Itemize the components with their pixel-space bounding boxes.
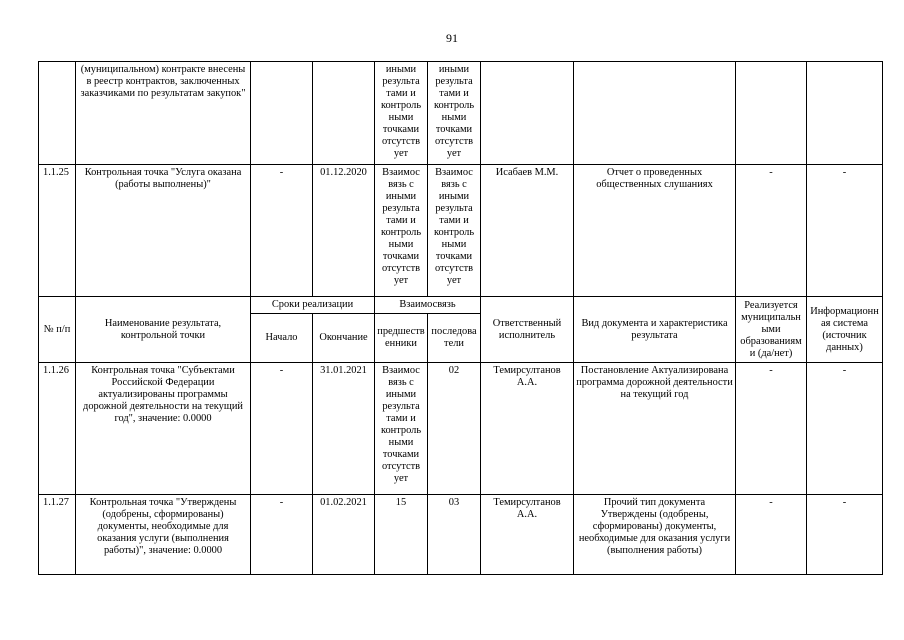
result-name: Контрольная точка "Субъектами Российской Федерации актуализированы программы дорожной деятельности на текущий год", значение: 0.0000 xyxy=(76,363,251,495)
header-pred: предшественники xyxy=(375,314,428,363)
municipal-flag: - xyxy=(736,363,807,495)
result-name: Контрольная точка "Утверждены (одобрены, сформированы) документы, необходимые для оказания услуги (выполнения работы)", значение: 0.0000 xyxy=(76,495,251,575)
header-name: Наименование результата, контрольной точки xyxy=(76,297,251,363)
predecessors: Взаимос вязь с иными результа тами и контроль ными точками отсутств ует xyxy=(375,165,428,297)
municipal-flag: - xyxy=(736,165,807,297)
header-terms: Сроки реализации xyxy=(251,297,375,314)
table-row xyxy=(39,62,883,165)
row-number: 1.1.25 xyxy=(39,165,76,297)
responsible: Темирсултанов А.А. xyxy=(481,495,574,575)
start-date: - xyxy=(251,165,313,297)
header-info: Информационная система (источник данных) xyxy=(807,297,883,363)
header-doc: Вид документа и характеристика результата xyxy=(574,297,736,363)
result-name: Контрольная точка "Услуга оказана (работы выполнены)" xyxy=(76,165,251,297)
successors: 02 xyxy=(428,363,481,495)
end-date: 31.01.2021 xyxy=(313,363,375,495)
info-system: - xyxy=(807,495,883,575)
header-link: Взаимосвязь xyxy=(375,297,481,314)
successors: иными результа тами и контроль ными точками отсутств ует xyxy=(428,62,481,165)
row-number xyxy=(39,62,76,165)
document-type: Прочий тип документа Утверждены (одобрены, сформированы) документы, необходимые для оказания услуги (выполнения работы) xyxy=(574,495,736,575)
predecessors: 15 xyxy=(375,495,428,575)
municipal-flag xyxy=(736,62,807,165)
table-row xyxy=(39,165,883,297)
responsible: Исабаев М.М. xyxy=(481,165,574,297)
page-number: 91 xyxy=(446,31,458,45)
start-date: - xyxy=(251,495,313,575)
document-type: Постановление Актуализирована программа дорожной деятельности на текущий год xyxy=(574,363,736,495)
table-row xyxy=(39,363,883,495)
successors: 03 xyxy=(428,495,481,575)
responsible xyxy=(481,62,574,165)
result-name: (муниципальном) контракте внесены в реестр контрактов, заключенных заказчиками по результатам закупок" xyxy=(76,62,251,165)
header-end: Окончание xyxy=(313,314,375,363)
end-date: 01.12.2020 xyxy=(313,165,375,297)
header-responsible: Ответственный исполнитель xyxy=(481,297,574,363)
info-system: - xyxy=(807,165,883,297)
predecessors: иными результа тами и контроль ными точками отсутств ует xyxy=(375,62,428,165)
header-num: № п/п xyxy=(39,297,76,363)
start-date: - xyxy=(251,363,313,495)
successors: Взаимос вязь с иными результа тами и контроль ными точками отсутств ует xyxy=(428,165,481,297)
row-number: 1.1.27 xyxy=(39,495,76,575)
responsible: Темирсултанов А.А. xyxy=(481,363,574,495)
header-start: Начало xyxy=(251,314,313,363)
header-succ: последователи xyxy=(428,314,481,363)
header-row xyxy=(39,297,883,314)
predecessors: Взаимос вязь с иными результа тами и контроль ными точками отсутств ует xyxy=(375,363,428,495)
row-number: 1.1.26 xyxy=(39,363,76,495)
document-type xyxy=(574,62,736,165)
municipal-flag: - xyxy=(736,495,807,575)
end-date xyxy=(313,62,375,165)
project-plan-table xyxy=(38,61,883,575)
start-date xyxy=(251,62,313,165)
info-system xyxy=(807,62,883,165)
info-system: - xyxy=(807,363,883,495)
header-municipal: Реализуется муниципальными образованиями (да/нет) xyxy=(736,297,807,363)
document-type: Отчет о проведенных общественных слушаниях xyxy=(574,165,736,297)
end-date: 01.02.2021 xyxy=(313,495,375,575)
table-row xyxy=(39,495,883,575)
